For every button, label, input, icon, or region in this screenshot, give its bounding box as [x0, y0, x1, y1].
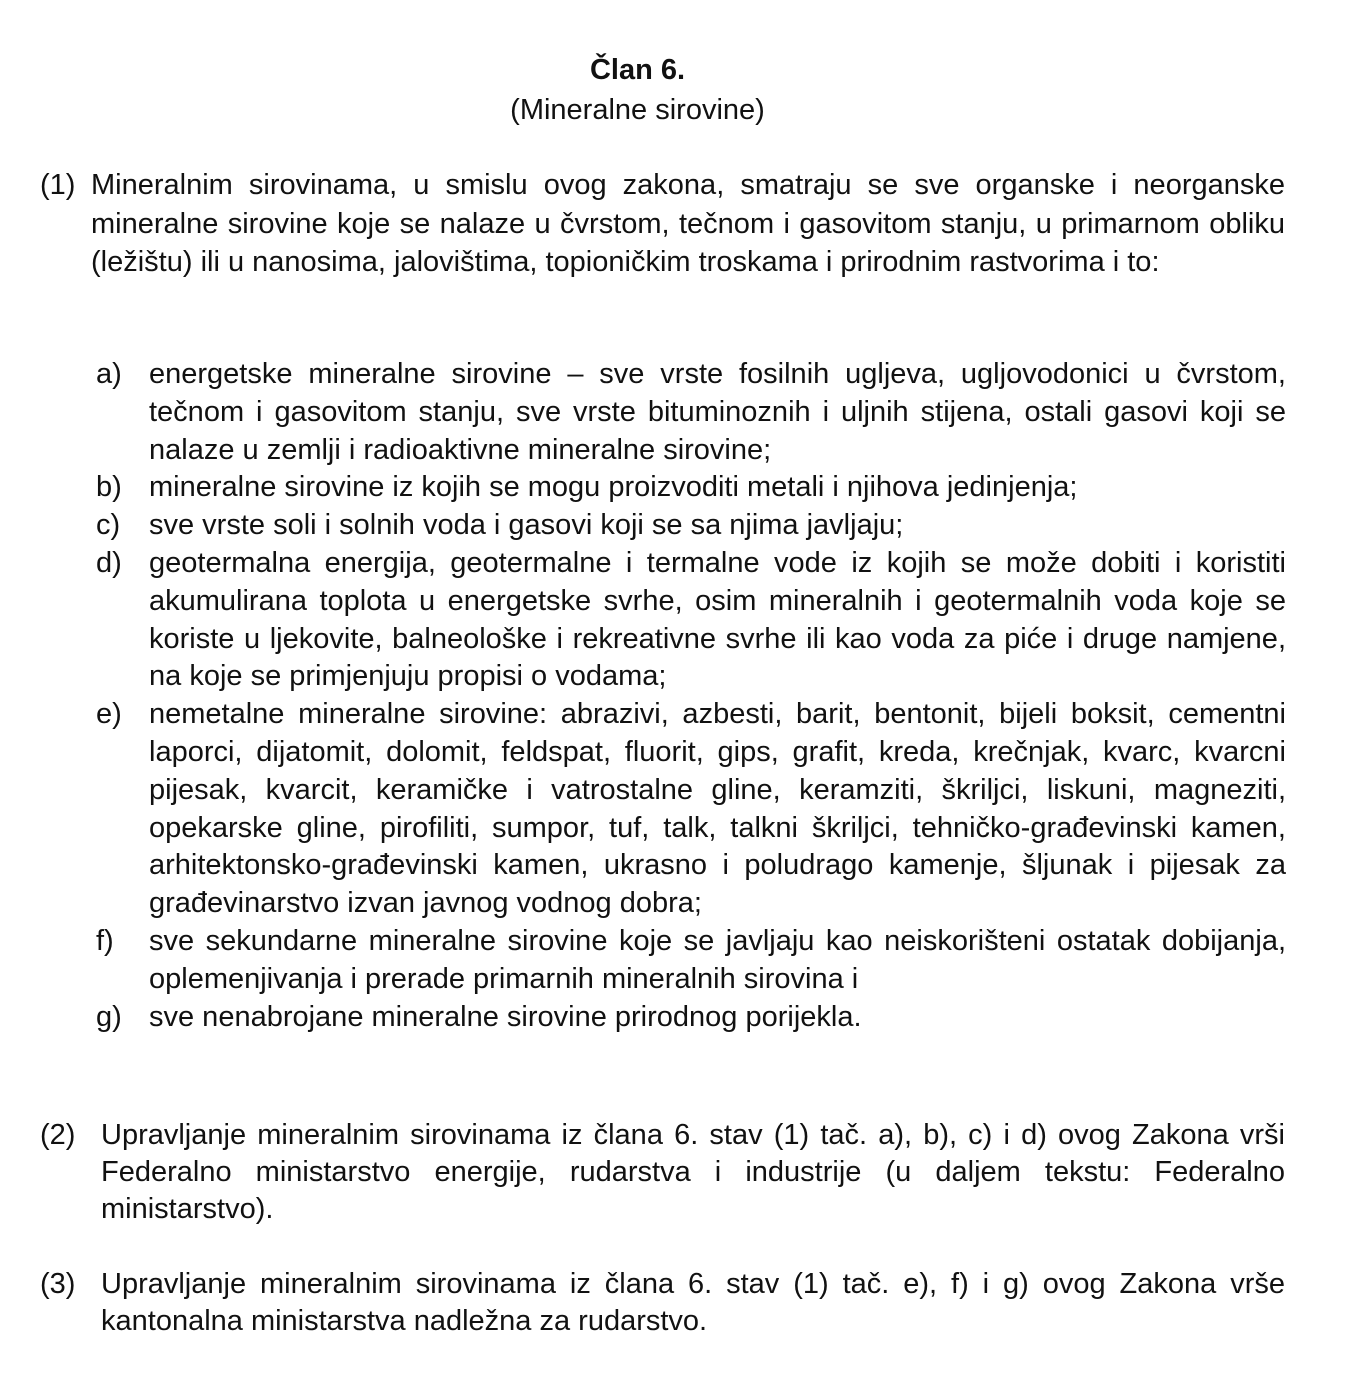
item-label: d)	[96, 546, 122, 579]
list-item-b	[96, 469, 1286, 507]
item-label: a)	[96, 358, 122, 390]
list-item-d	[96, 545, 1286, 696]
list-item-e	[96, 696, 1286, 923]
item-text: nemetalne mineralne sirovine: abrazivi, azbesti, barit, bentonit, bijeli boksit, cementni laporci, dijatomit, dolomit, feldspat, fluorit, gips, grafit, kreda, krečnjak, kvarc, kvarcni pijesak, kvarcit, keramičke i vatrostalne gline, keramziti, škriljci, liskuni, magneziti, opekarske gline, pirofiliti, sumpor, tuf, talk, talkni škriljci, tehničko-građevinski kamen, arhitektonsko-građevinski kamen, ukrasno i poludrago kamenje, šljunak i pijesak za građevinarstvo izvan javnog vodnog dobra;	[149, 698, 1286, 920]
paragraph-number: (2)	[40, 1119, 76, 1151]
item-label: c)	[96, 509, 121, 542]
mineral-category-list	[96, 356, 1286, 1036]
paragraph-3	[40, 1266, 1285, 1340]
item-text: energetske mineralne sirovine – sve vrste fosilnih ugljeva, ugljovodonici u čvrstom, tečnom i gasovitom stanju, sve vrste bituminoznih i uljnih stijena, ostali gasovi koji se nalaze u zemlji i radioaktivne mineralne sirovine;	[149, 358, 1286, 466]
paragraph-2	[40, 1117, 1285, 1228]
list-item-a	[96, 356, 1286, 469]
item-text: mineralne sirovine iz kojih se mogu proizvoditi metali i njihova jedinjenja;	[149, 471, 1078, 504]
list-item-g	[96, 999, 1286, 1037]
item-text: geotermalna energija, geotermalne i termalne vode iz kojih se može dobiti i koristiti akumulirana toplota u energetske svrhe, osim mineralnih i geotermalnih voda koje se koriste u ljekovite, balneološke i rekreativne svrhe ili kao voda za piće i druge namjene, na koje se primjenjuju propisi o vodama;	[149, 546, 1286, 693]
article-subtitle: (Mineralne sirovine)	[510, 94, 765, 126]
paragraph-text: Mineralnim sirovinama, u smislu ovog zakona, smatraju se sve organske i neorganske mineralne sirovine koje se nalaze u čvrstom, tečnom i gasovitom stanju, u primarnom obliku (ležištu) ili u nanosima, jalovištima, topioničkim troskama i prirodnim rastvorima i to:	[91, 169, 1285, 278]
item-label: e)	[96, 698, 122, 731]
paragraph-number: (3)	[40, 1268, 76, 1300]
item-label: g)	[96, 1000, 122, 1033]
item-text: sve nenabrojane mineralne sirovine prirodnog porijekla.	[149, 1000, 862, 1033]
paragraph-text: Upravljanje mineralnim sirovinama iz člana 6. stav (1) tač. e), f) i g) ovog Zakona vrše kantonalna ministarstva nadležna za rudarstvo.	[101, 1268, 1285, 1337]
list-item-f	[96, 923, 1286, 999]
article-title: Član 6.	[589, 54, 686, 86]
item-label: f)	[96, 924, 114, 957]
item-text: sve vrste soli i solnih voda i gasovi koji se sa njima javljaju;	[149, 509, 904, 542]
paragraph-number: (1)	[40, 169, 76, 201]
paragraph-text: Upravljanje mineralnim sirovinama iz člana 6. stav (1) tač. a), b), c) i d) ovog Zakona vrši Federalno ministarstvo energije, rudarstva i industrije (u daljem tekstu: Federalno ministarstvo).	[101, 1119, 1285, 1225]
list-item-c	[96, 507, 1286, 545]
item-text: sve sekundarne mineralne sirovine koje se javljaju kao neiskorišteni ostatak dobijanja, oplemenjivanja i prerade primarnih mineralnih sirovina i	[149, 924, 1286, 995]
paragraph-1	[40, 166, 1285, 282]
item-label: b)	[96, 471, 122, 504]
